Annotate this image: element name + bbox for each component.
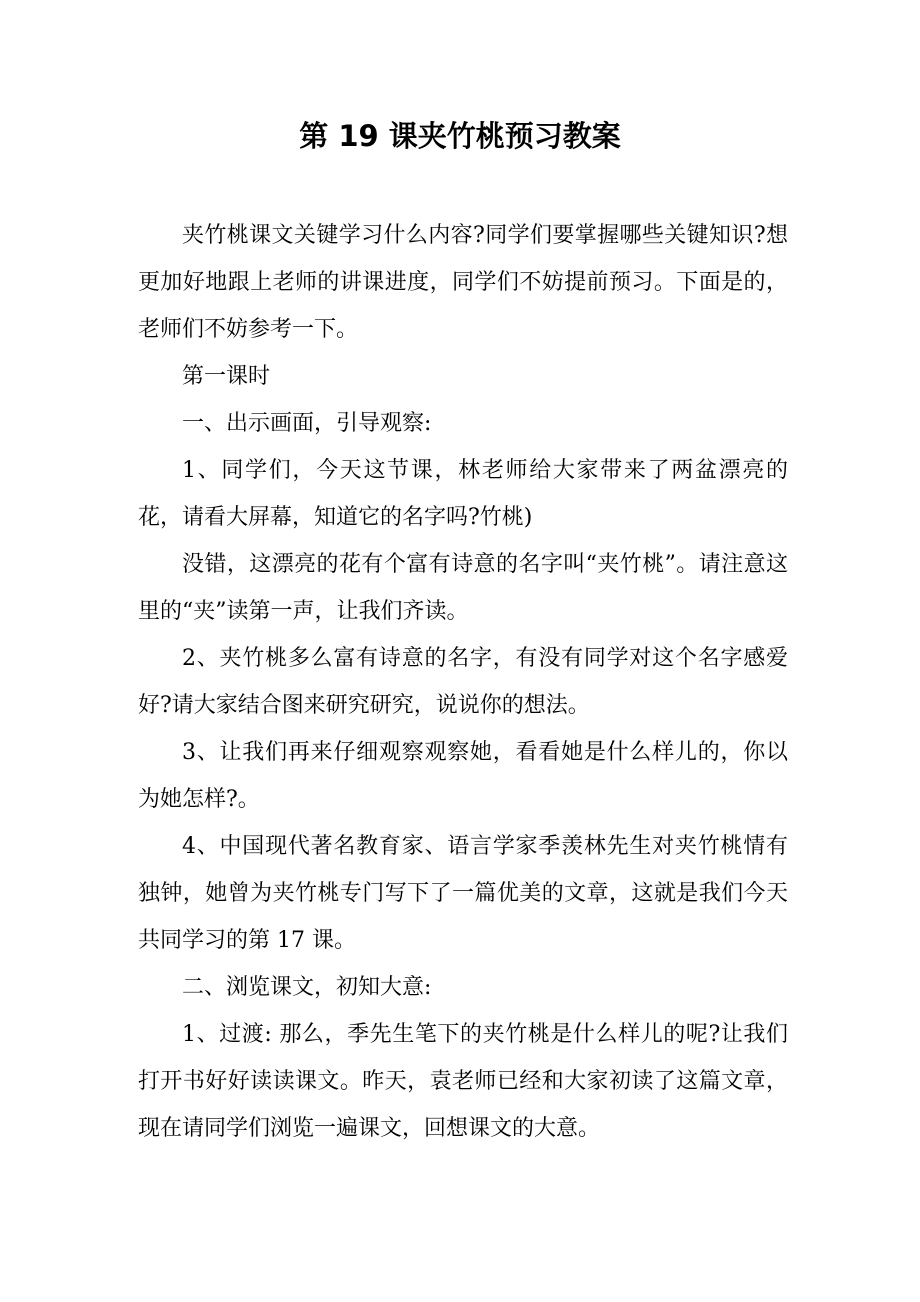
step-2-paragraph: 2、夹竹桃多么富有诗意的名字，有没有同学对这个名字感爱好?请大家结合图来研究研究，说说你的想法。 — [138, 646, 788, 718]
document-title: 第 19 课夹竹桃预习教案 — [299, 119, 621, 153]
transition-paragraph: 1、过渡: 那么，季先生笔下的夹竹桃是什么样儿的呢?让我们打开书好好读读课文。昨天，袁老师已经和大家初读了这篇文章，现在请同学们浏览一遍课文，回想课文的大意。 — [138, 1022, 788, 1141]
name-explanation-paragraph: 没错，这漂亮的花有个富有诗意的名字叫“夹竹桃”。请注意这里的“夹”读第一声，让我们齐读。 — [138, 552, 788, 624]
step-4-paragraph: 4、中国现代著名教育家、语言学家季羡林先生对夹竹桃情有独钟，她曾为夹竹桃专门写下了一篇优美的文章，这就是我们今天共同学习的第 17 课。 — [138, 834, 788, 953]
lesson-period-heading: 第一课时 — [182, 364, 271, 389]
section-two-heading: 二、浏览课文，初知大意: — [182, 975, 432, 1000]
step-1-paragraph: 1、同学们，今天这节课，林老师给大家带来了两盆漂亮的花，请看大屏幕，知道它的名字吗?竹桃) — [138, 458, 788, 530]
intro-paragraph: 夹竹桃课文关键学习什么内容?同学们要掌握哪些关键知识?想更加好地跟上老师的讲课进度，同学们不妨提前预习。下面是的，老师们不妨参考一下。 — [138, 223, 788, 342]
step-3-paragraph: 3、让我们再来仔细观察观察她，看看她是什么样儿的，你以为她怎样?。 — [138, 740, 788, 812]
document-body — [138, 212, 788, 1152]
section-one-heading: 一、出示画面，引导观察: — [182, 411, 432, 436]
